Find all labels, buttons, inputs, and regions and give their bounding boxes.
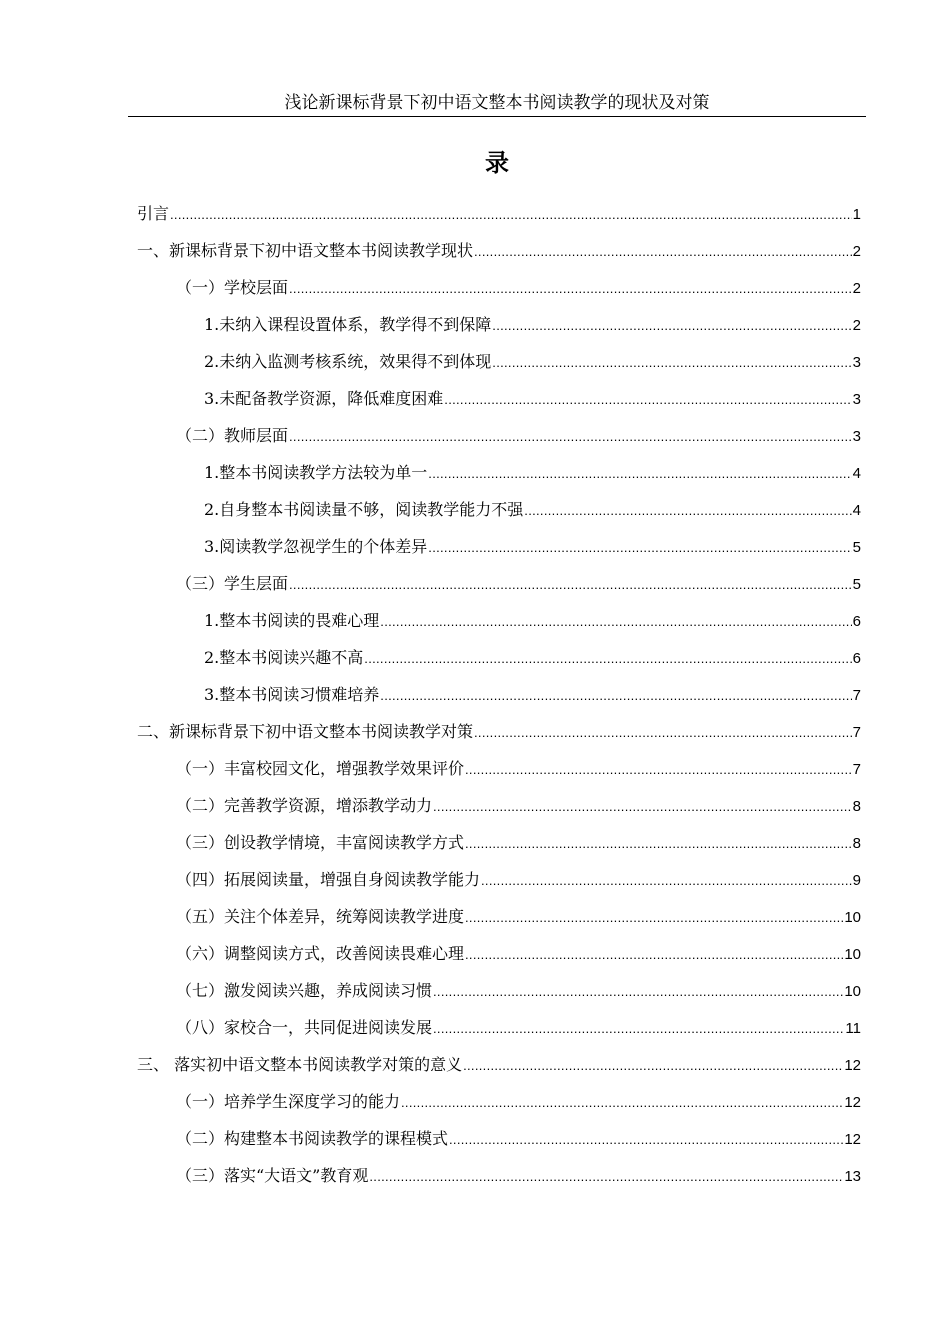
toc-entry-label: （三）学生层面 bbox=[176, 574, 289, 593]
toc-dot-leader bbox=[524, 497, 851, 525]
toc-entry[interactable] bbox=[137, 718, 861, 755]
toc-entry-label: 2.未纳入监测考核系统，效果得不到体现 bbox=[204, 352, 492, 371]
toc-entry-label: （六）调整阅读方式，改善阅读畏难心理 bbox=[176, 944, 465, 963]
toc-entry[interactable] bbox=[137, 274, 861, 311]
toc-entry-page-number: 7 bbox=[852, 761, 861, 778]
toc-entry-page-number: 2 bbox=[852, 243, 861, 260]
toc-entry-label: （一）丰富校园文化，增强教学效果评价 bbox=[176, 759, 465, 778]
toc-entry-page-number: 11 bbox=[845, 1020, 861, 1037]
toc-dot-leader bbox=[463, 1052, 843, 1080]
toc-entry[interactable] bbox=[137, 644, 861, 681]
toc-entry[interactable] bbox=[137, 1014, 861, 1051]
toc-entry-page-number: 12 bbox=[844, 1094, 861, 1111]
toc-entry-label: 二、新课标背景下初中语文整本书阅读教学对策 bbox=[137, 722, 474, 741]
toc-dot-leader bbox=[474, 238, 852, 266]
toc-dot-leader bbox=[289, 423, 852, 451]
toc-entry[interactable] bbox=[137, 496, 861, 533]
toc-entry-page-number: 4 bbox=[852, 502, 861, 519]
toc-entry-label: 1.未纳入课程设置体系，教学得不到保障 bbox=[204, 315, 492, 334]
toc-entry-page-number: 9 bbox=[852, 872, 861, 889]
toc-entry[interactable] bbox=[137, 940, 861, 977]
toc-dot-leader bbox=[481, 867, 852, 895]
toc-entry-label: （一）培养学生深度学习的能力 bbox=[176, 1092, 401, 1111]
toc-dot-leader bbox=[364, 645, 851, 673]
toc-entry-page-number: 8 bbox=[852, 798, 861, 815]
toc-entry-page-number: 3 bbox=[852, 428, 861, 445]
toc-dot-leader bbox=[433, 793, 852, 821]
toc-entry[interactable] bbox=[137, 237, 861, 274]
toc-entry-page-number: 12 bbox=[844, 1131, 861, 1148]
toc-entry-label: 2.自身整本书阅读量不够，阅读教学能力不强 bbox=[204, 500, 524, 519]
toc-entry[interactable] bbox=[137, 607, 861, 644]
toc-entry[interactable] bbox=[137, 792, 861, 829]
toc-entry[interactable] bbox=[137, 200, 861, 237]
toc-dot-leader bbox=[401, 1089, 843, 1117]
toc-entry-label: （二）教师层面 bbox=[176, 426, 289, 445]
toc-dot-leader bbox=[289, 275, 852, 303]
toc-dot-leader bbox=[465, 756, 852, 784]
toc-dot-leader bbox=[444, 386, 851, 414]
toc-entry[interactable] bbox=[137, 1051, 861, 1088]
toc-entry-page-number: 1 bbox=[852, 206, 861, 223]
toc-entry-label: （三）落实“大语文”教育观 bbox=[176, 1166, 369, 1185]
toc-entry[interactable] bbox=[137, 570, 861, 607]
toc-entry[interactable] bbox=[137, 755, 861, 792]
toc-entry[interactable] bbox=[137, 533, 861, 570]
toc-entry-page-number: 2 bbox=[852, 280, 861, 297]
toc-dot-leader bbox=[433, 978, 843, 1006]
toc-entry-label: （二）构建整本书阅读教学的课程模式 bbox=[176, 1129, 449, 1148]
toc-entry-page-number: 6 bbox=[852, 650, 861, 667]
toc-dot-leader bbox=[465, 941, 843, 969]
toc-entry-label: 三、 落实初中语文整本书阅读教学对策的意义 bbox=[137, 1055, 463, 1074]
toc-entry[interactable] bbox=[137, 681, 861, 718]
toc-entry-label: 引言 bbox=[137, 204, 170, 223]
toc-entry-page-number: 10 bbox=[844, 909, 861, 926]
toc-dot-leader bbox=[289, 571, 852, 599]
toc-entry[interactable] bbox=[137, 903, 861, 940]
toc-entry-page-number: 2 bbox=[852, 317, 861, 334]
table-of-contents bbox=[137, 200, 861, 1199]
toc-entry-label: 1.整本书阅读教学方法较为单一 bbox=[204, 463, 428, 482]
toc-entry-label: （八）家校合一，共同促进阅读发展 bbox=[176, 1018, 433, 1037]
toc-entry[interactable] bbox=[137, 829, 861, 866]
toc-entry-label: 3.整本书阅读习惯难培养 bbox=[204, 685, 380, 704]
toc-entry[interactable] bbox=[137, 311, 861, 348]
toc-entry-label: 一、新课标背景下初中语文整本书阅读教学现状 bbox=[137, 241, 474, 260]
toc-dot-leader bbox=[170, 201, 852, 229]
toc-entry-page-number: 7 bbox=[852, 724, 861, 741]
toc-dot-leader bbox=[492, 312, 851, 340]
toc-dot-leader bbox=[449, 1126, 843, 1154]
toc-dot-leader bbox=[428, 534, 851, 562]
toc-entry[interactable] bbox=[137, 977, 861, 1014]
toc-entry-page-number: 4 bbox=[852, 465, 861, 482]
toc-entry[interactable] bbox=[137, 385, 861, 422]
toc-entry-page-number: 12 bbox=[844, 1057, 861, 1074]
toc-title: 录 bbox=[485, 148, 509, 177]
toc-entry[interactable] bbox=[137, 1125, 861, 1162]
toc-dot-leader bbox=[428, 460, 851, 488]
toc-entry-label: 1.整本书阅读的畏难心理 bbox=[204, 611, 380, 630]
toc-entry-page-number: 10 bbox=[844, 983, 861, 1000]
toc-entry-label: （三）创设教学情境，丰富阅读教学方式 bbox=[176, 833, 465, 852]
toc-dot-leader bbox=[380, 608, 851, 636]
toc-entry[interactable] bbox=[137, 1088, 861, 1125]
toc-entry[interactable] bbox=[137, 422, 861, 459]
toc-dot-leader bbox=[465, 904, 843, 932]
toc-entry[interactable] bbox=[137, 348, 861, 385]
toc-entry-page-number: 13 bbox=[844, 1168, 861, 1185]
toc-entry-label: 3.阅读教学忽视学生的个体差异 bbox=[204, 537, 428, 556]
toc-dot-leader bbox=[474, 719, 852, 747]
toc-entry-label: （四）拓展阅读量，增强自身阅读教学能力 bbox=[176, 870, 481, 889]
toc-entry-label: （七）激发阅读兴趣，养成阅读习惯 bbox=[176, 981, 433, 1000]
toc-dot-leader bbox=[492, 349, 851, 377]
toc-entry-label: （五）关注个体差异，统筹阅读教学进度 bbox=[176, 907, 465, 926]
running-header-title: 浅论新课标背景下初中语文整本书阅读教学的现状及对策 bbox=[284, 93, 710, 113]
toc-entry[interactable] bbox=[137, 459, 861, 496]
toc-entry-page-number: 3 bbox=[852, 354, 861, 371]
toc-entry-label: （一）学校层面 bbox=[176, 278, 289, 297]
toc-entry-page-number: 10 bbox=[844, 946, 861, 963]
toc-entry-label: 2.整本书阅读兴趣不高 bbox=[204, 648, 364, 667]
toc-entry-label: 3.未配备教学资源，降低难度困难 bbox=[204, 389, 444, 408]
toc-entry[interactable] bbox=[137, 1162, 861, 1199]
toc-entry-label: （二）完善教学资源，增添教学动力 bbox=[176, 796, 433, 815]
toc-entry-page-number: 5 bbox=[852, 539, 861, 556]
toc-entry-page-number: 3 bbox=[852, 391, 861, 408]
toc-dot-leader bbox=[380, 682, 851, 710]
toc-entry-page-number: 6 bbox=[852, 613, 861, 630]
toc-entry-page-number: 5 bbox=[852, 576, 861, 593]
toc-entry[interactable] bbox=[137, 866, 861, 903]
toc-entry-page-number: 7 bbox=[852, 687, 861, 704]
header-rule bbox=[128, 116, 866, 117]
toc-dot-leader bbox=[369, 1163, 843, 1191]
toc-entry-page-number: 8 bbox=[852, 835, 861, 852]
toc-dot-leader bbox=[465, 830, 852, 858]
toc-dot-leader bbox=[433, 1015, 844, 1043]
